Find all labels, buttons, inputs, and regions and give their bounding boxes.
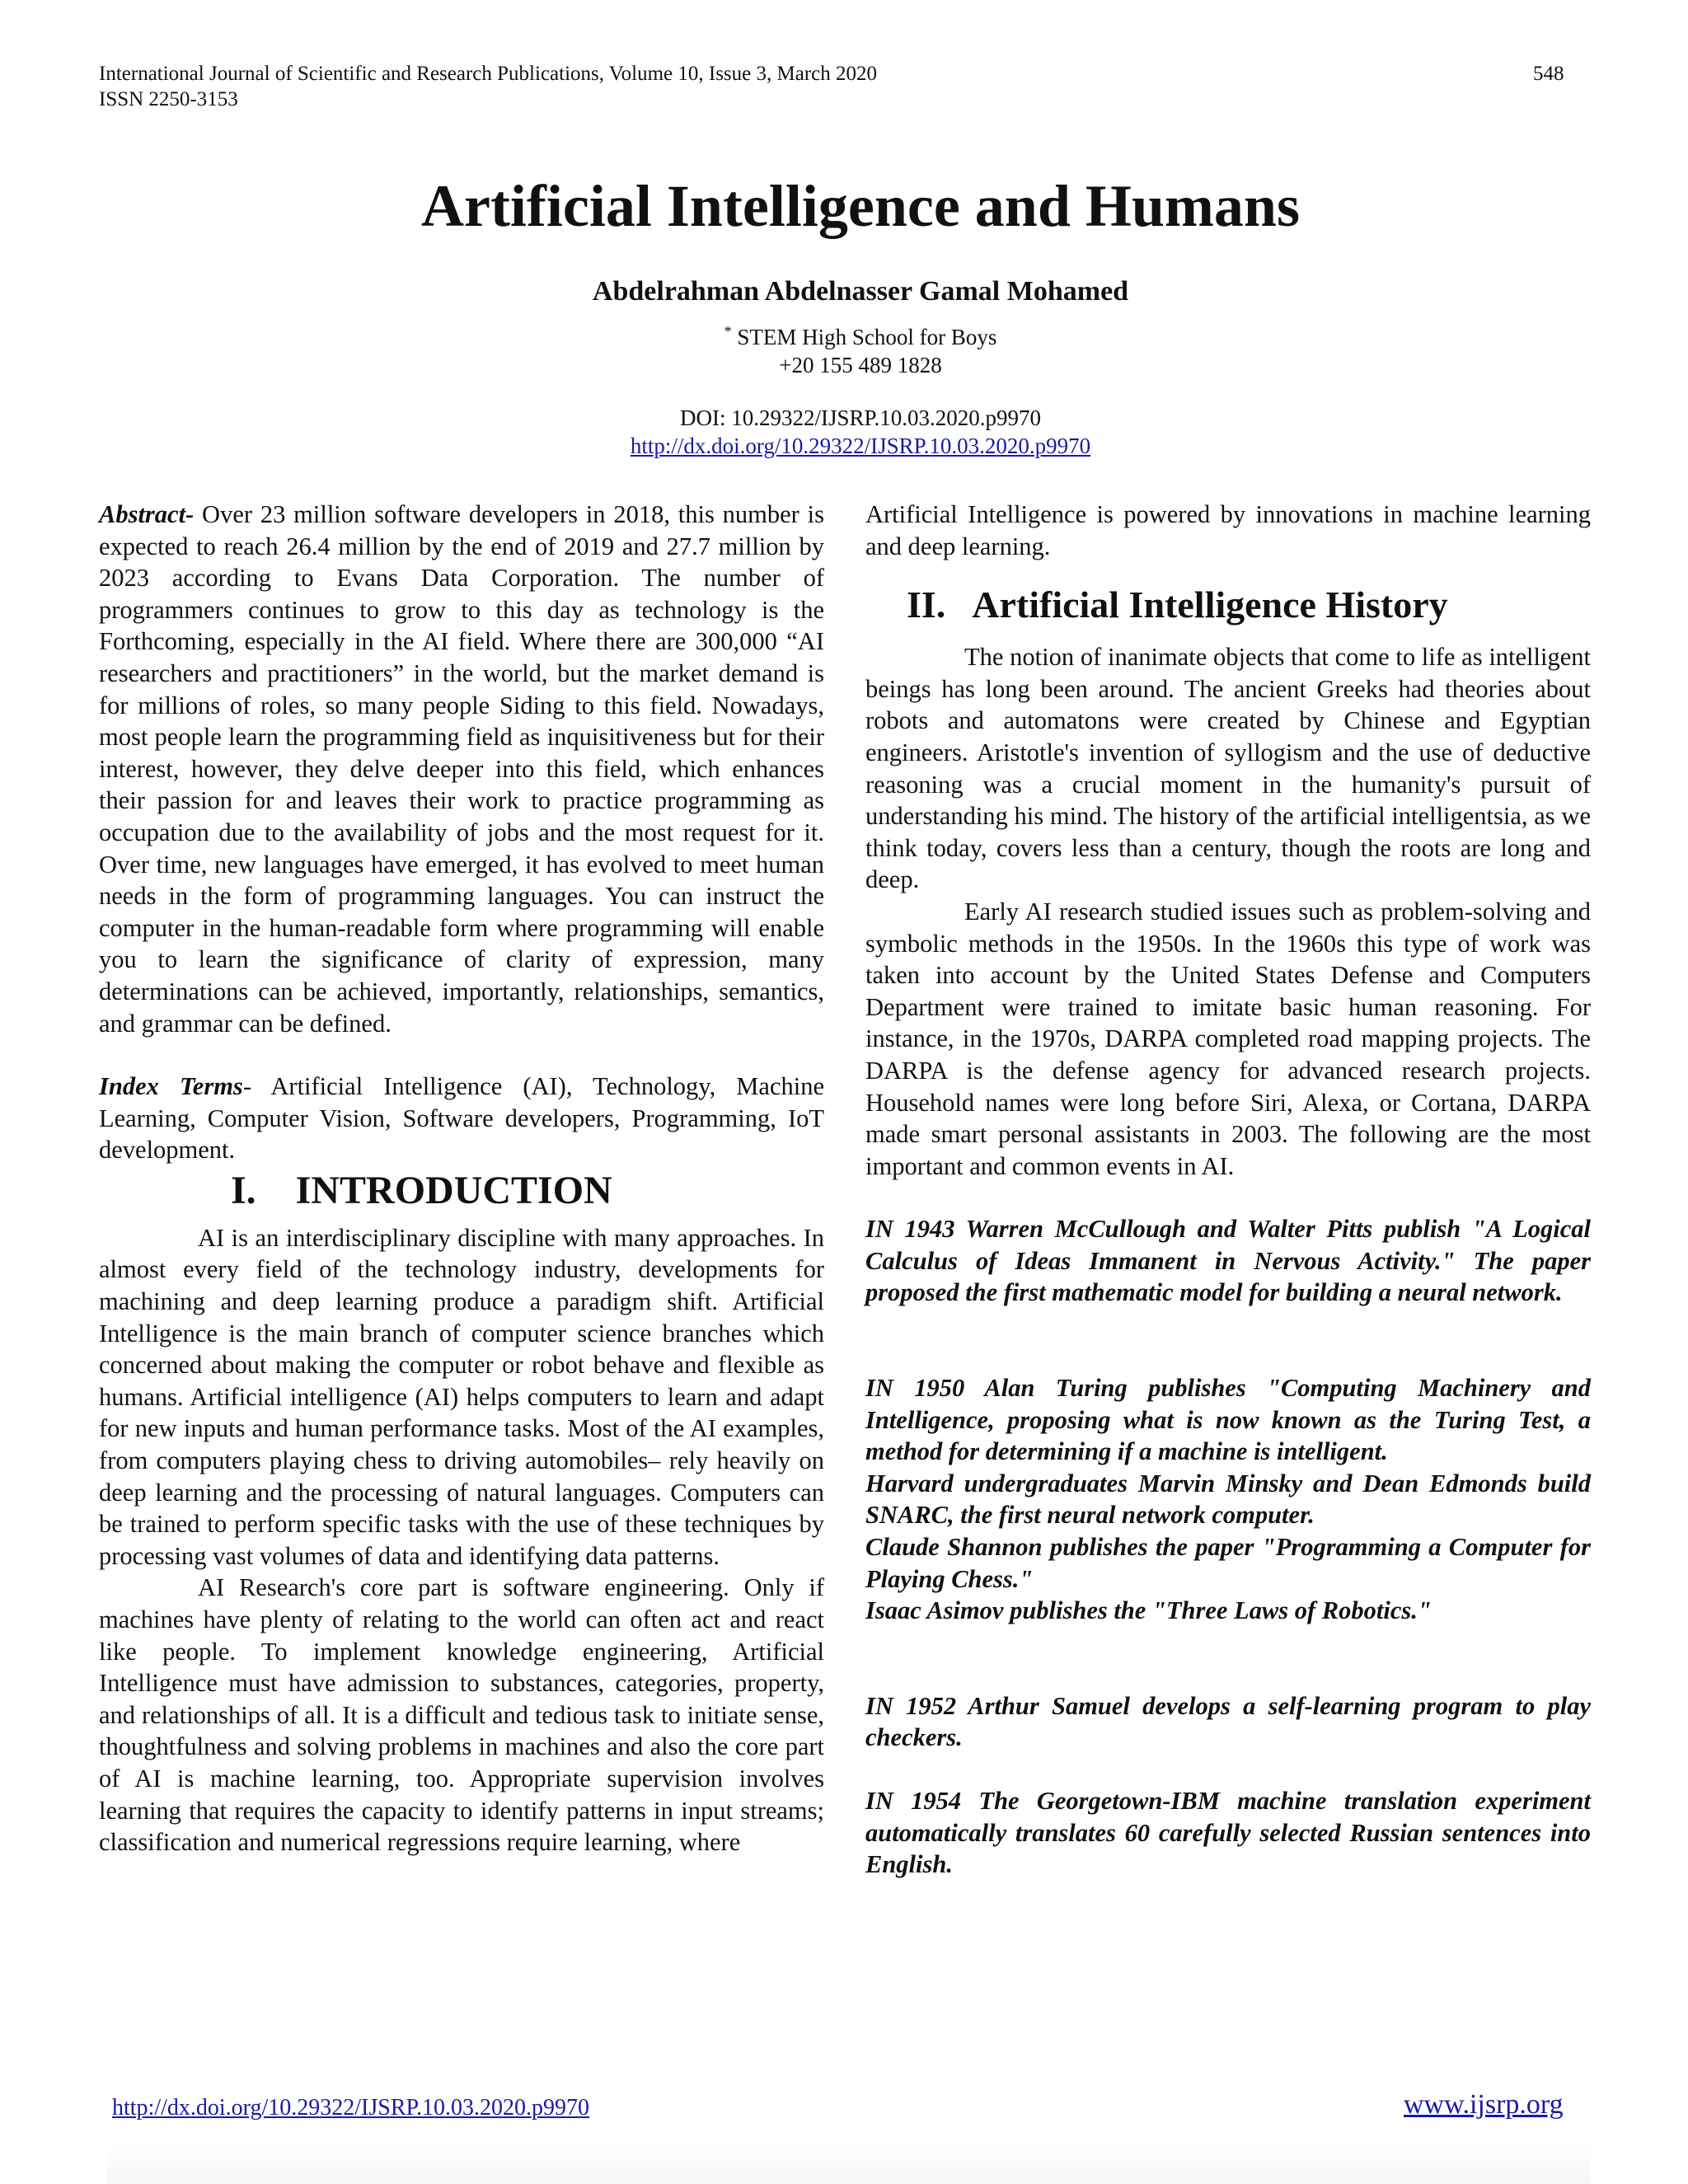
issn: ISSN 2250-3153 <box>99 88 238 110</box>
affiliation-text: STEM High School for Boys <box>737 325 997 349</box>
event-asimov: Isaac Asimov publishes the "Three Laws of Robotics." <box>865 1596 1432 1625</box>
index-terms <box>99 1071 824 1166</box>
index-terms-label: Index Terms <box>99 1072 243 1101</box>
history-heading: II. Artificial Intelligence History <box>907 583 1448 626</box>
event-1943: IN 1943 Warren McCullough and Walter Pitts publish "A Logical Calculus of Ideas Immanent in Nervous Activity." The paper proposed the first mathematic model for building a neural network. <box>865 1215 1591 1307</box>
journal-header <box>99 61 877 112</box>
affiliation-mark: * <box>724 323 732 340</box>
intro-heading: I. INTRODUCTION <box>231 1168 612 1212</box>
event-shannon: Claude Shannon publishes the paper "Programming a Computer for Playing Chess." <box>865 1533 1591 1593</box>
history-paragraph-1: The notion of inanimate objects that come to life as intelligent beings has long been around. The ancient Greeks had theories about robots and automatons were created by Chinese and Egyptian engineers. Aristotle's invention of syllogism and the use of deductive reasoning was a crucial moment in the humanity's pursuit of understanding his mind. The history of the artificial intelligentsia, as we think today, covers less than a century, though the roots are long and deep. <box>865 643 1591 894</box>
abstract <box>99 499 824 1039</box>
right-column <box>865 499 1591 1881</box>
footer-doi-link[interactable]: http://dx.doi.org/10.29322/IJSRP.10.03.2020.p9970 <box>112 2095 589 2121</box>
page-number: 548 <box>1533 63 1564 85</box>
abstract-text: Over 23 million software developers in 2018, this number is expected to reach 26.4 million by the end of 2019 and 27.7 million by 2023 according to Evans Data Corporation. The number of programmers continues to grow to this day as technology is the Forthcoming, especially in the AI field. Where there are 300,000 “AI researchers and practitioners” in the world, but the market demand is for millions of roles, so many people Siding to this field. Nowadays, most people learn the programming field as inquisitiveness but for their interest, however, they delve deeper into this field, which enhances their passion for and leaves their work to practice programming as occupation due to the availability of jobs and the most request for it. Over time, new languages have emerged, it has evolved to meet human needs in the form of programming languages. You can instruct the computer in the human-readable form where programming will enable you to learn the significance of clarity of expression, many determinations can be achieved, importantly, relationships, semantics, and grammar can be defined. <box>99 500 824 1038</box>
ai-events-list <box>865 1213 1591 1881</box>
doi-text: DOI: 10.29322/IJSRP.10.03.2020.p9970 <box>679 405 1042 430</box>
event-1954: IN 1954 The Georgetown-IBM machine translation experiment automatically translates 60 carefully selected Russian sentences into English. <box>865 1787 1591 1879</box>
intro-paragraph-3: Artificial Intelligence is powered by innovations in machine learning and deep learning. <box>865 500 1591 560</box>
doi-block <box>0 404 1688 460</box>
index-terms-text: - Artificial Intelligence (AI), Technology, Machine Learning, Computer Vision, Software developers, Programming, IoT development. <box>99 1072 824 1165</box>
doi-link[interactable]: http://dx.doi.org/10.29322/IJSRP.10.03.2020.p9970 <box>630 434 1091 458</box>
event-1952: IN 1952 Arthur Samuel develops a self-learning program to play checkers. <box>865 1691 1591 1752</box>
footer-site-link[interactable]: www.ijsrp.org <box>1404 2089 1564 2120</box>
author-name: Abdelrahman Abdelnasser Gamal Mohamed <box>592 276 1129 307</box>
left-column <box>99 499 824 1858</box>
event-1950-turing: IN 1950 Alan Turing publishes "Computing Machinery and Intelligence, proposing what is now known as the Turing Test, a method for determining if a machine is intelligent. <box>865 1374 1591 1466</box>
author-affiliation <box>0 317 1688 379</box>
intro-paragraph-2: AI Research's core part is software engineering. Only if machines have plenty of relating to the world can often act and react like people. To implement knowledge engineering, Artificial Intelligence must have admission to substances, categories, property, and relationships of all. It is a difficult and tedious task to initiate sense, thoughtfulness and solving problems in machines and also the core part of AI is machine learning, too. Appropriate supervision involves learning that requires the capacity to identify patterns in input streams; classification and numerical regressions require learning, where <box>99 1573 824 1857</box>
footer-shade <box>107 2143 1591 2184</box>
history-paragraph-2: Early AI research studied issues such as problem-solving and symbolic methods in the 1950s. In the 1960s this type of work was taken into account by the United States Defense and Computers Department were trained to imitate basic human reasoning. For instance, in the 1970s, DARPA completed road mapping projects. The DARPA is the defense agency for advanced research projects. Household names were long before Siri, Alexa, or Cortana, DARPA made smart personal assistants in 2003. The following are the most important and common events in AI. <box>865 897 1591 1180</box>
intro-paragraph-1: AI is an interdisciplinary discipline with many approaches. In almost every field of the technology industry, developments for machining and deep learning produce a paradigm shift. Artificial Intelligence is the main branch of computer science branches which concerned about making the computer or robot behave and flexible as humans. Artificial intelligence (AI) helps computers to learn and adapt for new inputs and human performance tasks. Most of the AI examples, from computers playing chess to driving automobiles– rely heavily on deep learning and the processing of natural languages. Computers can be trained to perform specific tasks with the use of these techniques by processing vast volumes of data and identifying data patterns. <box>99 1223 824 1570</box>
event-snarc: Harvard undergraduates Marvin Minsky and Dean Edmonds build SNARC, the first neural network computer. <box>865 1469 1591 1530</box>
author-phone: +20 155 489 1828 <box>779 353 942 377</box>
paper-title: Artificial Intelligence and Humans <box>421 173 1300 239</box>
journal-name: International Journal of Scientific and Research Publications, Volume 10, Issue 3, March 2020 <box>99 63 878 85</box>
abstract-label: Abstract- <box>99 500 195 528</box>
